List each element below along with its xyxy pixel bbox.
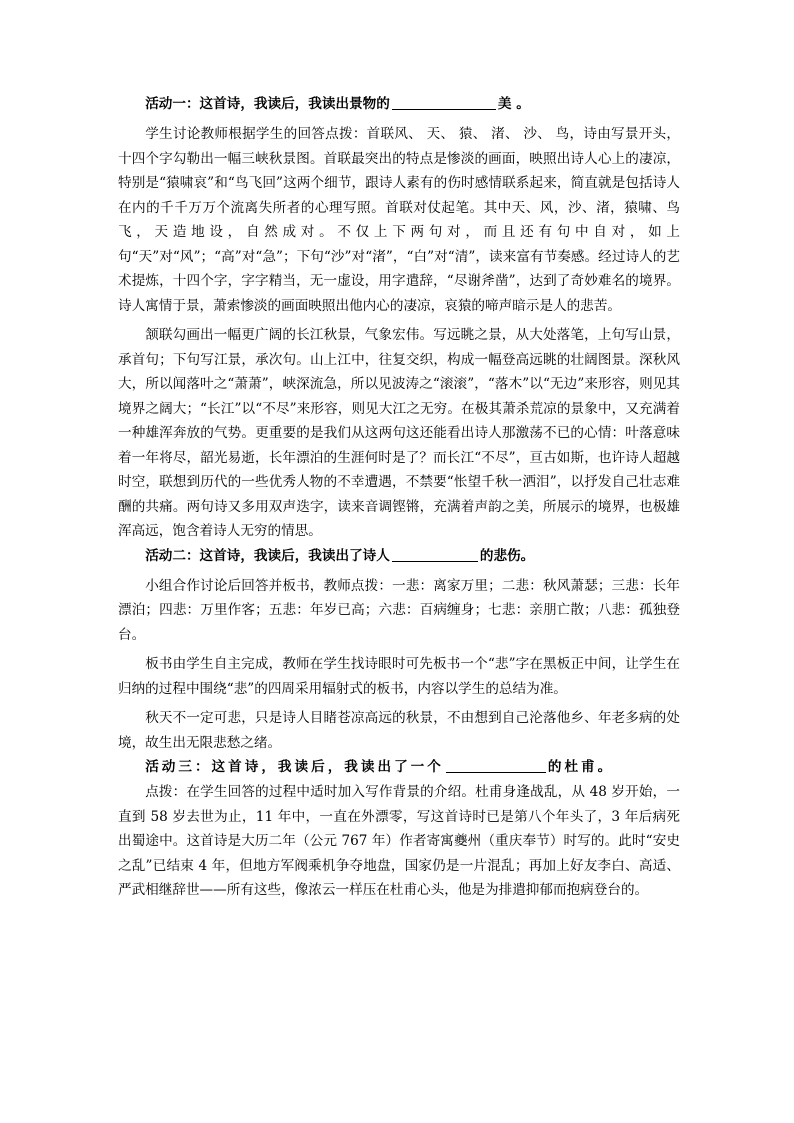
activity-1-paragraph-1: 学生讨论教师根据学生的回答点拨：首联风、 天、 猿、 渚、 沙、 鸟，诗由写景开头，十四个字勾勒出一幅三峡秋景图。首联最突出的特点是惨淡的画面，映照出诗人心上的凄凉，特别是“猿啸哀”和“鸟飞回”这两个细节，跟诗人素有的伤时感情联系起来，简直就是包括诗人在内的千千万万个流离失所者的心理写照。首联对仗起笔。其中天、风，沙、渚，猿啸、鸟飞，天造地设，自然成对。不仅上下两句对，而且还有句中自对，如上句“天”对“风”；“高”对“急”；下句“沙”对“渚”，“白”对“清”，读来富有节奏感。经过诗人的艺术提炼，十四个字，字字精当，无一虚设，用字遣辞，“尽谢斧凿”，达到了奇妙难名的境界。诗人寓情于景，萧索惨淡的画面映照出他内心的凄凉，哀猿的啼声暗示是人的悲苦。	[118, 126, 680, 314]
activity-3-heading-suffix: 的杜甫。	[547, 759, 615, 775]
activity-3-heading-text: 活动三：这首诗，我读后，我读出了一个	[145, 759, 444, 775]
document-page	[118, 92, 680, 903]
fill-blank-3[interactable]	[446, 757, 546, 773]
fill-blank-2[interactable]	[392, 546, 478, 562]
activity-2-heading-text: 活动二：这首诗，我读后，我读出了诗人	[145, 547, 390, 564]
activity-1-heading-text: 活动一：这首诗，我读后，我读出景物的	[145, 96, 390, 112]
activity-1-heading-suffix: 美 。	[497, 96, 530, 112]
activity-3-paragraph-1: 点拨：在学生回答的过程中适时加入写作背景的介绍。杜甫身逢战乱，从 48 岁开始，一直到 58 岁去世为止，11 年中，一直在外漂零，写这首诗时已是第八个年头了，3 年后病死出蜀途中。这首诗是大历二年（公元 767 年）作者寄寓夔州（重庆奉节）时写的。此时“安史之乱”已结束 4 年，但地方军阀乘机争夺地盘，国家仍是一片混乱；再加上好友李白、高适、严武相继辞世——所有这些，像浓云一样压在杜甫心头，他是为排遣抑郁而抱病登台的。	[118, 784, 680, 898]
activity-3-heading	[118, 755, 680, 780]
activity-1-paragraph-2: 颔联勾画出一幅更广阔的长江秋景，气象宏伟。写远眺之景，从大处落笔，上句写山景，承首句；下句写江景，承次句。山上江中，往复交织，构成一幅登高远眺的壮阔图景。深秋风大，所以闻落叶之“萧萧”，峡深流急，所以见波涛之“滚滚”，“落木”以“无边”来形容，则见其境界之阔大；“长江”以“不尽”来形容，则见大江之无穷。在极其萧杀荒凉的景象中，又充满着一种雄浑奔放的气势。更重要的是我们从这两句这还能看出诗人那激荡不已的心情：叶落意味着一年将尽，韶光易逝，长年漂泊的生涯何时是了？而长江“不尽”，亘古如斯，也许诗人超越时空，联想到历代的一些优秀人物的不幸遭遇，不禁要“怅望千秋一洒泪”，以抒发自己壮志难酬的共痛。两句诗又多用双声迭字，读来音调铿锵，充满着声韵之美，所展示的境界，也极雄浑高远，饱含着诗人无穷的情思。	[118, 327, 680, 539]
activity-2-paragraph-3: 秋天不一定可悲，只是诗人目睹苍凉高远的秋景，不由想到自己沦落他乡、年老多病的处境，故生出无限悲愁之绪。	[118, 710, 680, 751]
activity-2-paragraph-2: 板书由学生自主完成，教师在学生找诗眼时可先板书一个“悲”字在黑板正中间，让学生在归纳的过程中围绕“悲”的四周采用辐射式的板书，内容以学生的总结为准。	[118, 656, 680, 697]
activity-1-heading	[118, 92, 680, 117]
fill-blank-1[interactable]	[392, 94, 496, 110]
activity-2-paragraph-1: 小组合作讨论后回答并板书，教师点拨：一悲：离家万里；二悲：秋风萧瑟；三悲：长年漂泊；四悲：万里作客；五悲：年岁已高；六悲：百病缠身；七悲：亲朋亡散；八悲：孤独登台。	[118, 577, 680, 643]
activity-2-heading-suffix: 的悲伤。	[479, 547, 535, 564]
activity-2-heading	[118, 544, 680, 569]
